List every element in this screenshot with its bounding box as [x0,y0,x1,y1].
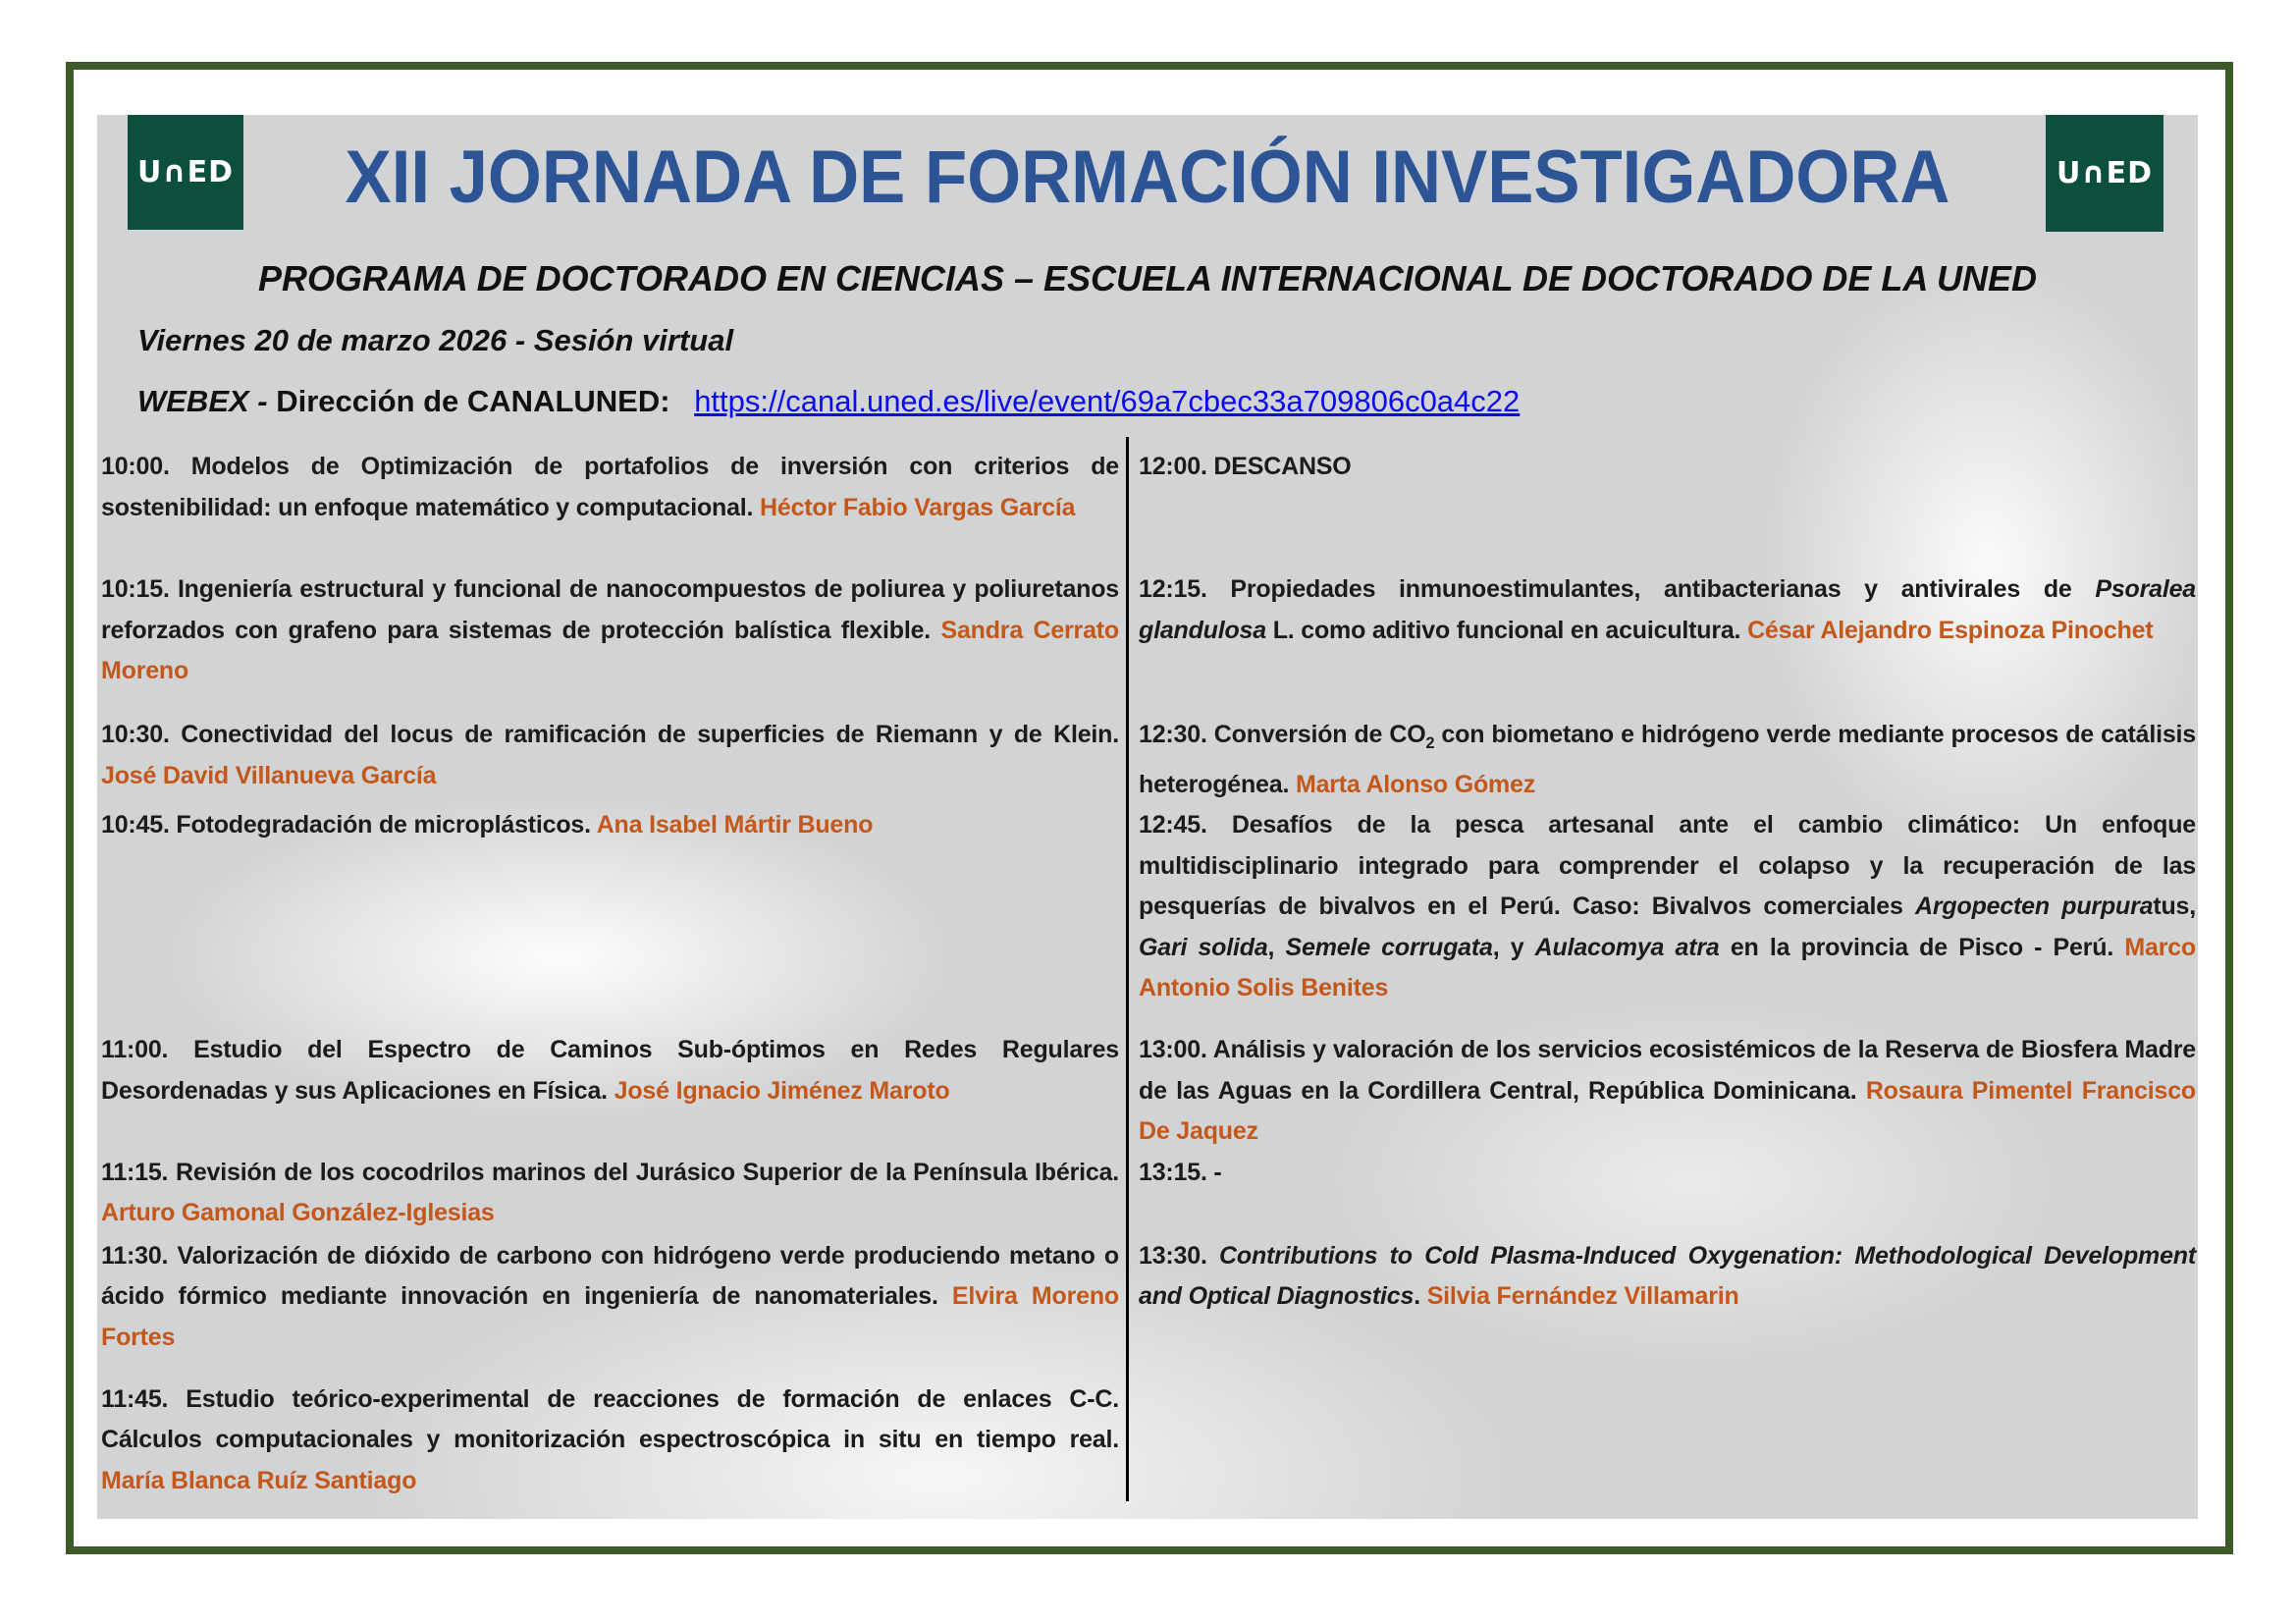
entry-text: . [1414,1282,1427,1310]
schedule-entry [1139,447,2196,488]
entry-text: DESCANSO [1206,453,1352,480]
entry-text: con biometano e hidrógeno verde mediante procesos de catálisis heterogénea. [1139,721,2196,798]
entry-text: Ingeniería estructural y funcional de nanocompuestos de poliurea y poliuretanos reforzados con grafeno para sistemas de protección balística flexible. [101,575,1119,644]
schedule-row [97,569,2198,715]
schedule-cell-right [1127,1380,2198,1502]
entry-text: , y [1492,933,1535,961]
entry-text: , [1267,933,1286,961]
schedule-cell-left [97,805,1127,1030]
entry-speaker: Héctor Fabio Vargas García [760,493,1076,521]
entry-time: 12:00. [1139,453,1207,480]
schedule-entry [1139,1236,2196,1318]
schedule-entry [101,1236,1119,1359]
entry-text: Conectividad del locus de ramificación de superficies de Riemann y de Klein. [169,721,1119,748]
program-sheet [97,115,2198,1519]
schedule-row [97,715,2198,805]
schedule-cell-left [97,447,1127,569]
entry-text: - [1206,1158,1222,1186]
entry-speaker: Elvira Moreno Fortes [101,1282,1119,1351]
entry-time: 12:45. [1139,811,1207,839]
webex-prefix: WEBEX - [137,384,268,418]
webex-link[interactable]: https://canal.uned.es/live/event/69a7cbec33a709806c0a4c22 [694,384,1521,418]
entry-text-italic: Psoralea glandulosa [1139,575,2196,644]
schedule-row [97,805,2198,1030]
entry-speaker: César Alejandro Espinoza Pinochet [1747,616,2154,644]
entry-text: L. como aditivo funcional en acuicultura. [1265,616,1748,644]
entry-speaker: José David Villanueva García [101,761,437,789]
schedule-cell-right [1127,1236,2198,1380]
schedule-cell-left [97,1030,1127,1153]
schedule-cell-right [1127,805,2198,1030]
entry-time: 13:30. [1139,1241,1207,1270]
schedule-cell-left [97,1380,1127,1502]
entry-speaker: Ana Isabel Mártir Bueno [596,811,874,839]
entry-text: Desafíos de la pesca artesanal ante el cambio climático: Un enfoque multidisciplinario integrado para comprender el colapso y la recuperación de las pesquerías de bivalvos en el Perú. Caso: Bivalvos comerciales [1139,811,2196,920]
entry-text: Estudio teórico-experimental de reacciones de formación de enlaces C-C. Cálculos computacionales y monitorización espectroscópica in situ en tiempo real. [101,1384,1119,1453]
entry-time: 13:00. [1139,1036,1207,1063]
entry-speaker: Silvia Fernández Villamarin [1426,1282,1739,1310]
schedule-entry [101,805,1119,846]
schedule-entry [101,1030,1119,1111]
entry-speaker: Marco Antonio Solis Benites [1139,933,2196,1001]
schedule-entry [101,447,1119,528]
entry-text: Fotodegradación de microplásticos. [169,811,597,839]
session-date-line: Viernes 20 de marzo 2026 - Sesión virtual [137,323,734,357]
schedule-cell-right [1127,715,2198,805]
schedule-entry [101,1153,1119,1234]
schedule-entry [101,715,1119,796]
schedule-row [97,1380,2198,1502]
entry-speaker: Sandra Cerrato Moreno [101,616,1119,684]
schedule-cell-right [1127,569,2198,715]
entry-text: Modelos de Optimización de portafolios de inversión con criterios de sostenibilidad: un enfoque matemático y computacional. [101,453,1119,521]
schedule-row [97,1236,2198,1380]
entry-text-italic: Gari solida [1139,933,1268,961]
schedule-row [97,1153,2198,1236]
schedule-row [97,1030,2198,1153]
entry-time: 10:00. [101,453,170,480]
entry-speaker: Marta Alonso Gómez [1295,770,1536,798]
entry-text: tus, [2153,893,2196,920]
entry-text-italic: Semele corrugata [1285,933,1493,961]
entry-speaker: María Blanca Ruíz Santiago [101,1466,417,1494]
entry-text: en la provincia de Pisco - Perú. [1719,933,2125,961]
entry-text-italic: Argopecten purpura [1915,893,2154,920]
entry-time: 12:15. [1139,575,1207,603]
uned-logo-right [2046,115,2163,232]
program-subtitle: PROGRAMA DE DOCTORADO EN CIENCIAS – ESCUELA INTERNACIONAL DE DOCTORADO DE LA UNED [257,258,2038,298]
entry-text: Propiedades inmunoestimulantes, antibacterianas y antivirales de [1206,575,2096,603]
entry-subscript: 2 [1425,734,1435,752]
entry-speaker: José Ignacio Jiménez Maroto [614,1076,950,1105]
entry-time: 10:45. [101,811,170,839]
schedule-entry [1139,715,2196,805]
schedule-table [97,447,2198,1502]
schedule-entry [101,1380,1119,1502]
uned-logo-left [128,115,243,230]
webex-label: Dirección de CANALUNED: [267,384,670,418]
schedule-cell-left [97,1236,1127,1380]
entry-speaker: Rosaura Pimentel Francisco De Jaquez [1139,1076,2196,1145]
schedule-entry [101,569,1119,692]
entry-time: 11:45. [101,1384,169,1413]
uned-logo-text: U∩ED [2056,156,2154,190]
entry-time: 13:15. [1139,1158,1207,1186]
entry-time: 11:00. [101,1036,169,1063]
schedule-entry [1139,1030,2196,1153]
entry-text-italic: Contributions to Cold Plasma-Induced Oxygenation: Methodological Development and Optical Diagnostics [1139,1241,2196,1310]
schedule-entry [1139,569,2196,651]
entry-text: Conversión de CO [1206,721,1426,748]
uned-logo-text: U∩ED [136,155,235,189]
entry-text-italic: Aulacomya atra [1534,933,1720,961]
entry-text: Análisis y valoración de los servicios ecosistémicos de la Reserva de Biosfera Madre de las Aguas en la Cordillera Central, República Dominicana. [1139,1036,2196,1105]
schedule-entry [1139,805,2196,1009]
schedule-cell-left [97,715,1127,805]
schedule-cell-right [1127,1153,2198,1236]
entry-time: 10:15. [101,575,170,603]
schedule-row [97,447,2198,569]
entry-text: Estudio del Espectro de Caminos Sub-óptimos en Redes Regulares Desordenadas y sus Aplicaciones en Física. [101,1036,1119,1105]
schedule-cell-left [97,569,1127,715]
schedule-cell-right [1127,1030,2198,1153]
webex-line [137,384,1520,419]
schedule-entry [1139,1153,2196,1194]
entry-time: 10:30. [101,721,170,748]
entry-text: Valorización de dióxido de carbono con hidrógeno verde produciendo metano o ácido fórmico mediante innovación en ingeniería de nanomateriales. [101,1241,1119,1310]
schedule-cell-right [1127,447,2198,569]
schedule-cell-left [97,1153,1127,1236]
entry-speaker: Arturo Gamonal González-Iglesias [101,1199,495,1226]
entry-time: 12:30. [1139,721,1207,748]
entry-time: 11:30. [101,1241,169,1270]
entry-time: 11:15. [101,1158,169,1186]
entry-text: Revisión de los cocodrilos marinos del Jurásico Superior de la Península Ibérica. [168,1158,1119,1186]
page-title: XII JORNADA DE FORMACIÓN INVESTIGADORA [345,135,1950,219]
